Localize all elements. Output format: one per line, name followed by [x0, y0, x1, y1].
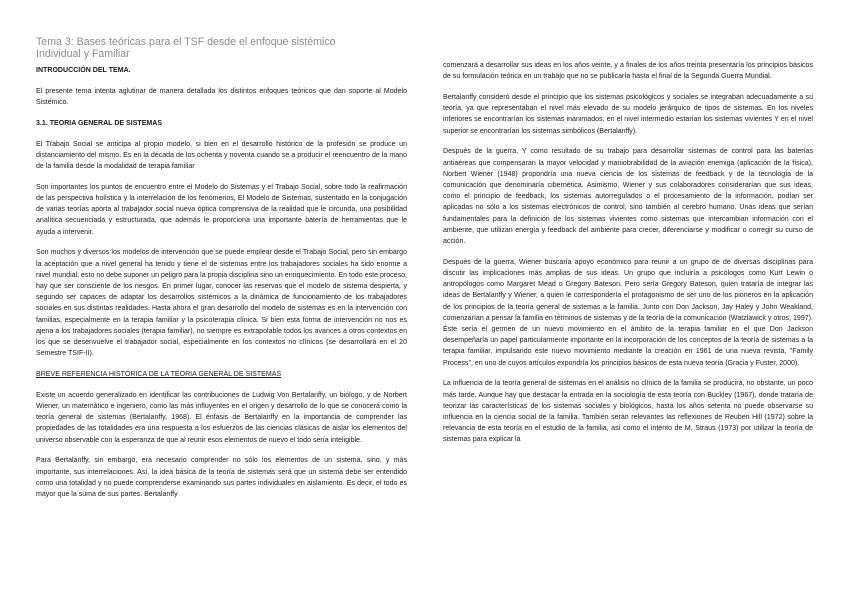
left-column: [36, 65, 407, 500]
paragraph: El presente tema intenta aglutinar de manera detallada los distintos enfoques teóricos que dan soporte al Modelo Sistémico.: [36, 87, 407, 106]
paragraph: Son importantes los puntos de encuentro entre el Modelo do Sistemas y el Trabajo Social, sobre todo la reafirmación de las perspectiva holística y la interrelación de los fenómenos, El Modelo de Sistemas, sustentado en la conjugación de varias teorías aporta al trabajador social nueva óptica comprensiva de la realidad que le circunda, una posibilidad analítica secuenciada y estructurada, que además le proporciona una importante batería de herramientas que le ayuda a intervenir.: [36, 183, 407, 236]
header-subtitle: Individual y Familiar: [36, 48, 130, 61]
paragraph: El Trabajo Social se anticipa al propio modelo, si bien en el desarrollo histórico de la profesión se produce un distanciamiento del mismo. Es en la década de los ochenta y noventa cuando se a producir el reencuentro de la mano de la familia desde la modalidad de terapia familiar: [36, 140, 407, 170]
right-column: [443, 60, 813, 446]
document-header: [36, 36, 336, 61]
paragraph: comenzará a desarrollar sus ideas en los años veinte, y a finales de los años treinta presentaría los principios básicos de su formulación teórica en un trabajo que no se publicaría hasta el final de la Segunda Guerra Mundial.: [443, 62, 813, 81]
paragraph: Para Bertalanffy, sin embargo, era necesario comprender no sólo los elementos de un sistema, sino, y más importante, sus interrelaciones. Así, la idea básica de la teoría de sistemas será que un sistema debe ser entendido como una totalidad y no puede comprenderse examinando sus partes individuales en aislamiento. Es decir, el todo es mayor que la suma de sus partes. Bertalanffy: [36, 457, 407, 499]
heading-teoria-general: 3.1. TEORIA GENERAL DE SISTEMAS: [36, 119, 163, 127]
header-title: Tema 3: Bases teóricas para el TSF desde el enfoque sistémico: [36, 36, 336, 48]
heading-breve-referencia: BREVE REFERENCIA HISTÓRICA DE LA TEORIA GENERAL DE SISTEMAS: [36, 371, 282, 379]
heading-introduccion: INTRODUCCIÓN DEL TEMA.: [36, 67, 131, 74]
paragraph: Son muchos y diversos los modelos de intervención que se puede emplear desde el Trabajo Social, pero sin embargo la aceptación que a nivel general ha tenido y tiene el de sistemas entre los trabajadores sociales ha sido enorme a nivel mundial; esto no debe suponer un peligro para la propia disciplina sino un enriquecimiento. En todo este proceso, hay que ser consciente de los riesgos. En primer lugar, conocer las reservas que el modelo de sistema despierta, y segundo ser capaces de adaptar los desarrollos sistémicos a la dinámica de funcionamiento de los trabajadores sociales en sus distintas realidades. Hasta ahora el gran desarrollo del modelo de sistemas es en la intervención con familias, especialmente en la terapia familiar y la psicoterapia clínica. Si bien esta forma de intervención no nos es ajena a los trabajadores sociales (terapia familiar), no siempre es extrapolable todos los avances a otros contextos en los que se desenvuelve el trabajador social, especialmente en los contextos no clínicos (se desarrollará en el 20 Semestre TSIF-II).: [36, 249, 407, 358]
paragraph: La influencia de la teoría general de sistemas en el análisis no clínico de la familia se producirá, no obstante, un poco más tarde. Aunque hay que destacar la entrada en la sociología de esta teoría con Buckley (1967), donde trataría de teorizar las características de los sistemas sociales y biológicos, hasta los años setenta no puede observarse su influencia en la ciencia social de la familia. También serán relevantes las reflexiones de Reuben Hill (1972) sobre la relevancia de esta teoría en el estudio de la familia, así como el intento de M. Straus (1973) por utilizar la teoría de sistemas para explicar la: [443, 380, 813, 444]
paragraph: Después de la guerra, Y como resultado de su trabajo para desarrollar sistemas de control para las baterías antiaéreas que compensaran la mayor velocidad y maniobrabilidad de la aviación enemiga (aplicación de la física), Norbert Wiener (1948) propondría una nueva ciencia de los sistemas de feedback y de la tecnología de la comunicación que denominaría cibernética. Asimismo, Wiener y sus colaboradores considerarían que sus ideas, como el principio de feedback, los sistemas autorregulados o el procesamiento de la información, podían ser aplicadas no sólo a los sistemas electrónicos de control, sino también al cerebro humano. Unas ideas que serían fundamentales para la definición de los sistemas vivientes como sistemas que intercambian información con el ambiente, que utilizan energía y feedback del ambiente para crecer, diferenciarse y modificar o corregir su curso de acción.: [443, 148, 813, 246]
paragraph: Existe un acuerdo generalizado en identificar las contribuciones de Ludwig Von Bertalanffy, un biólogo, y de Norbert Wiener, un matemático e ingeniero, como las más influyentes en el origen y desarrollo de lo que se conocerá como la teoría general de sistemas (Bertalanffy, 1968). El énfasis de Bertalanffy en la importancia de comprender las propiedades de las totalidades era una respuesta a los esfuerzos de las ciencias clásicas de aislar los elementos del universo observable con la esperanza de que al reunir esos elementos de nuevo el todo sería inteligible.: [36, 391, 407, 444]
paragraph: Bertalanffy consideró desde el principio que los sistemas psicológicos y sociales se integraban adecuadamente a su teoría, ya que representaban el nivel más elevado de su modelo jerárquico de tipos de sistemas. En los niveles inferiores se encontrarían los sistemas inanimados, en el nivel intermedio estarían los sistemas vivientes Y en el nivel superior se encontrarían los sistemas simbólicos (Bertalanffy).: [443, 94, 813, 135]
paragraph: Después de la guerra, Wiener buscaría apoyo económico para reunir a un grupo de de diversas disciplinas para discutir las implicaciones más amplias de sus ideas. Un grupo que incluiría a psicólogos como Kurt Lewin o antropólogos como Margaret Mead o Gregory Bateson. Pero sería Gregory Bateson, quien trataría de integrar las ideas de Bertalanffy y Wiener, a quien le correspondería el protagonismo de ser uno de los pioneros en la aplicación de los principios de la teoría general de sistemas a la familia. Junto con Don Jackson, Jay Haley y John Weakland, comenzarían a pensar la familia en términos de sistemas y de la teoría de la comunicación (Watzlawick y otros, 1997). Éste sería el germen de un nuevo movimiento en el ámbito de la terapia familiar en el que Don Jackson desempeñaría un papel particularmente importante en la incorporación de los conceptos de la teoría de sistemas a la terapia familiar, impulsando este nuevo movimiento mediante la creación en 1961 de una nueva revista, "Family Process", en uno de cuyos artículos expondría los principios básicos de esta nueva teoría (Gracia y Fuster, 2000).: [443, 258, 813, 367]
